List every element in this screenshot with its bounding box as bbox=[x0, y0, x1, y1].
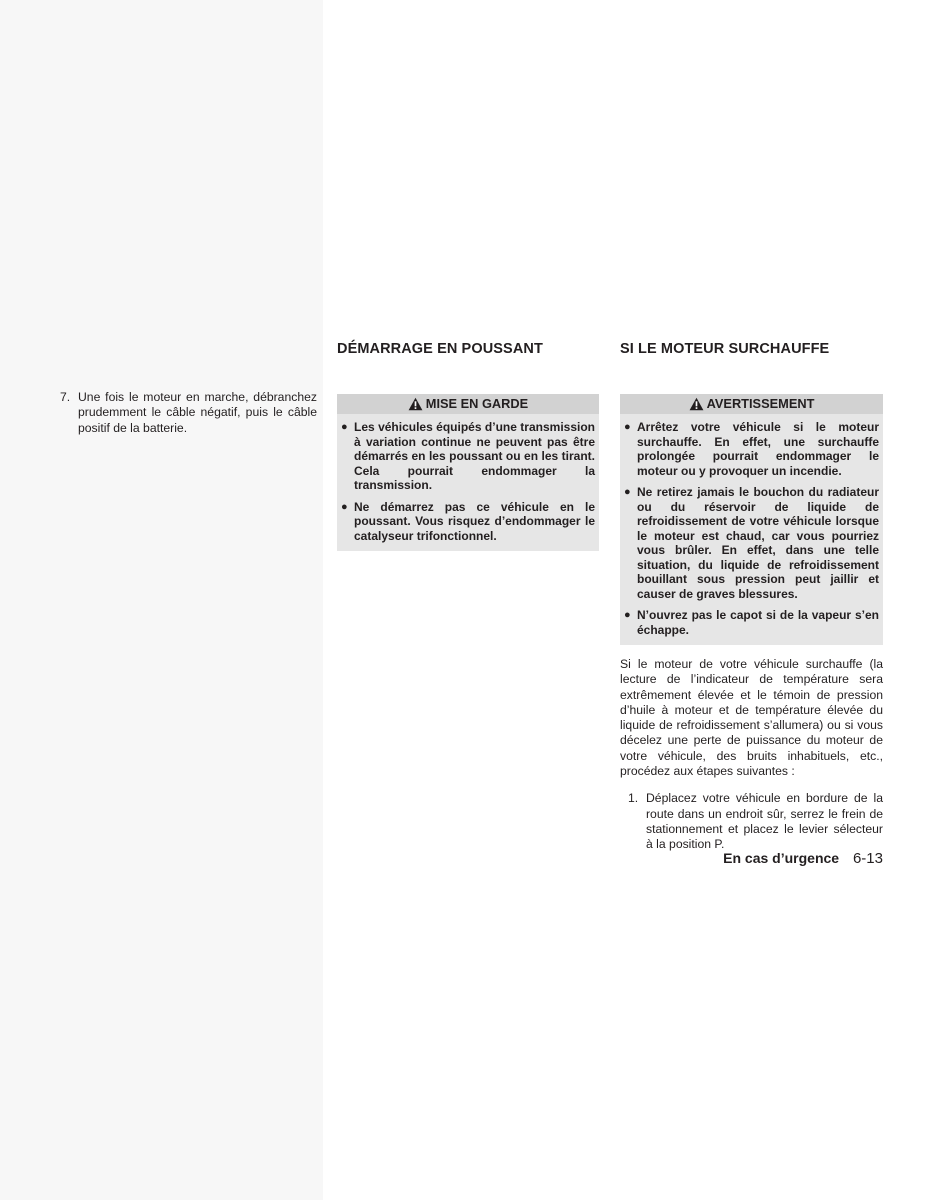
bullet-text: N’ouvrez pas le capot si de la vapeur s’en échappe. bbox=[637, 608, 879, 637]
warning-box-title: AVERTISSEMENT bbox=[706, 396, 815, 411]
bullet-icon: ● bbox=[341, 421, 348, 433]
body-paragraph: Si le moteur de votre véhicule surchauffe (la lecture de l’indicateur de température sera extrêmement élevée et le témoin de pression d’huile à moteur et de température élevée du liquide de refroidissement s’allumera) ou si vous décelez une perte de puissance du moteur de votre véhicule, des bruits inhabituels, etc., procédez aux étapes suivantes : bbox=[620, 657, 883, 779]
item-number: 7. bbox=[60, 390, 71, 404]
step-number: 1. bbox=[628, 791, 639, 806]
bullet-icon: ● bbox=[624, 609, 631, 621]
bullet-text: Arrêtez votre véhicule si le moteur surchauffe. En effet, une surchauffe prolongée pourrait endommager le moteur ou y provoquer un incendie. bbox=[637, 420, 879, 478]
bullet-icon: ● bbox=[624, 421, 631, 433]
caution-box-title: MISE EN GARDE bbox=[425, 396, 529, 411]
bullet-icon: ● bbox=[624, 486, 631, 498]
item-text: Une fois le moteur en marche, débranchez prudemment le câble négatif, puis le câble positif de la batterie. bbox=[78, 390, 317, 435]
step-item bbox=[620, 791, 883, 852]
caution-bullet bbox=[337, 420, 599, 493]
bullet-text: Ne démarrez pas ce véhicule en le poussant. Vous risquez d’endommager le catalyseur trifonctionnel. bbox=[354, 499, 595, 543]
warning-triangle-icon bbox=[408, 397, 423, 411]
section-heading-overheat: SI LE MOTEUR SURCHAUFFE bbox=[620, 341, 830, 357]
page-footer bbox=[600, 848, 883, 868]
footer-section-title: En cas d’urgence bbox=[723, 850, 840, 866]
left-column bbox=[60, 390, 317, 436]
warning-box-header bbox=[620, 394, 883, 414]
middle-column bbox=[337, 340, 599, 551]
warning-box bbox=[620, 394, 883, 645]
warning-bullet bbox=[620, 485, 883, 601]
warning-triangle-icon bbox=[689, 397, 704, 411]
warning-bullet bbox=[620, 420, 883, 478]
right-column bbox=[620, 340, 883, 853]
list-item bbox=[60, 390, 317, 436]
left-page-margin bbox=[0, 0, 323, 1200]
bullet-text: Ne retirez jamais le bouchon du radiateur ou du réservoir de liquide de refroidissement de votre véhicule lorsque le moteur est chaud, car vous pourriez vous brûler. En effet, dans une telle situation, du liquide de refroidissement bouillant sous pression peut jaillir et causer de graves blessures. bbox=[637, 485, 879, 601]
page-number: 6-13 bbox=[852, 850, 883, 867]
section-heading-push-start: DÉMARRAGE EN POUSSANT bbox=[337, 341, 543, 357]
bullet-text: Les véhicules équipés d’une transmission à variation continue ne peuvent pas être démarrés en les poussant ou en les tirant. Cela pourrait endommager la transmission. bbox=[354, 420, 595, 492]
step-text: Déplacez votre véhicule en bordure de la route dans un endroit sûr, serrez le frein de stationnement et placez le levier sélecteur à la position P. bbox=[646, 791, 883, 852]
caution-box bbox=[337, 394, 599, 551]
caution-bullet bbox=[337, 500, 599, 544]
warning-bullet bbox=[620, 608, 883, 637]
caution-box-header bbox=[337, 394, 599, 414]
bullet-icon: ● bbox=[341, 500, 348, 513]
